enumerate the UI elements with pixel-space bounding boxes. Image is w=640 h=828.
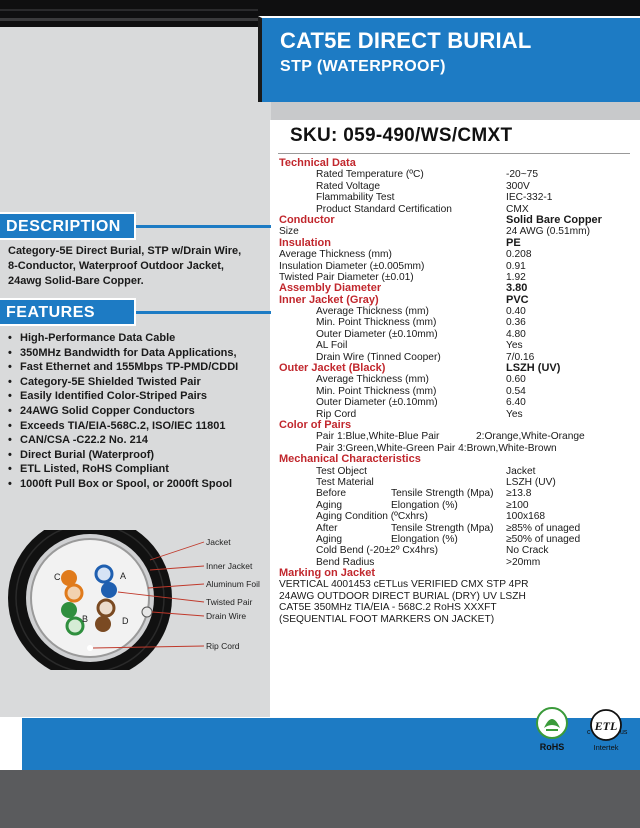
- spec-row: [279, 374, 634, 385]
- features-list: [8, 331, 270, 492]
- features-heading-rule: [136, 311, 271, 314]
- marking-line: CAT5E 350MHz TIA/EIA - 568C.2 RoHS XXXFT: [279, 602, 497, 614]
- conductor-white-orange: [66, 585, 82, 601]
- description-line: Category-5E Direct Burial, STP w/Drain Wire,: [8, 245, 242, 257]
- spec-value: 0.208: [506, 249, 532, 261]
- section-outer-jacket: Outer Jacket (Black) LSZH (UV): [279, 362, 561, 375]
- conductor-green: [61, 602, 77, 618]
- section-color-of-pairs: Color of Pairs: [279, 418, 352, 431]
- feature-item: • 350MHz Bandwidth for Data Applications,: [8, 346, 270, 361]
- spec-row: [279, 466, 634, 477]
- spec-row: [279, 340, 634, 351]
- spec-row: [279, 317, 634, 328]
- conductor-white-brown: [98, 600, 114, 616]
- feature-item: • 24AWG Solid Copper Conductors: [8, 404, 270, 419]
- spec-label: Average Thickness (mm): [279, 249, 392, 261]
- spec-row: [279, 500, 634, 511]
- label-inner-jacket: Inner Jacket: [206, 561, 253, 571]
- inner-jacket-rows: [279, 306, 634, 363]
- label-aluminum-foil: Aluminum Foil: [206, 579, 260, 589]
- section-inner-jacket: Inner Jacket (Gray) PVC: [279, 293, 529, 306]
- footer-gray-bar: [0, 770, 640, 828]
- spec-sublabel: Elongation (%): [391, 533, 458, 545]
- spec-value: 300V: [506, 180, 530, 192]
- spec-label: Aging: [316, 499, 343, 511]
- spec-value: LSZH (UV): [506, 476, 556, 488]
- feature-item: • Direct Burial (Waterproof): [8, 448, 270, 463]
- spec-value: 100x168: [506, 511, 546, 523]
- label-rip-cord: Rip Cord: [206, 641, 240, 651]
- features-heading: FEATURES: [0, 298, 136, 326]
- description-text: [8, 244, 270, 289]
- spec-label: Average Thickness (mm): [316, 374, 429, 386]
- rohs-logo: [532, 706, 572, 754]
- spec-row: [279, 169, 634, 180]
- spec-row: [279, 534, 634, 545]
- drain-wire: [142, 607, 152, 617]
- spec-row: [279, 329, 634, 340]
- spec-value: Yes: [506, 408, 523, 420]
- spec-value: ≥13.8: [506, 488, 532, 500]
- description-line: 8-Conductor, Waterproof Outdoor Jacket,: [8, 260, 224, 272]
- spec-value: No Crack: [506, 545, 549, 557]
- page-title: CAT5E DIRECT BURIAL: [280, 28, 532, 53]
- spec-value: Jacket: [506, 465, 536, 477]
- marking-line: VERTICAL 4001453 cETLus VERIFIED CMX STP 4PR: [279, 579, 529, 591]
- label-twisted-pair: Twisted Pair: [206, 597, 253, 607]
- feature-item: • High-Performance Data Cable: [8, 331, 270, 346]
- etl-intertek: Intertek: [593, 743, 619, 752]
- sku-divider: [278, 153, 630, 154]
- spec-value: 7/0.16: [506, 351, 535, 363]
- spec-label: Drain Wire (Tinned Cooper): [316, 351, 441, 363]
- section-conductor: Conductor Solid Bare Copper: [279, 213, 602, 226]
- spec-label: Min. Point Thickness (mm): [316, 385, 437, 397]
- spec-label: Test Object: [316, 465, 367, 477]
- spec-row: [279, 545, 634, 556]
- spec-value: 1.92: [506, 271, 526, 283]
- section-insulation: Insulation PE: [279, 236, 521, 249]
- spec-label: Average Thickness (mm): [316, 306, 429, 318]
- spec-label: Bend Radius: [316, 556, 375, 568]
- label-drain-wire: Drain Wire: [206, 611, 247, 621]
- spec-label: Rated Voltage: [316, 180, 381, 192]
- header-block: [258, 16, 640, 102]
- pair-letter-b: B: [82, 614, 89, 624]
- spec-row: [279, 261, 634, 272]
- section-technical-data: Technical Data: [279, 157, 356, 169]
- spec-row: [279, 386, 634, 397]
- spec-row: [279, 523, 634, 534]
- pair-letter-c: C: [54, 572, 61, 582]
- conductor-brown: [95, 616, 111, 632]
- spec-value: -20~75: [506, 169, 539, 181]
- etl-logo: [582, 706, 630, 754]
- cable-cross-section: [0, 530, 271, 670]
- marking-line: (SEQUENTIAL FOOT MARKERS ON JACKET): [279, 613, 495, 625]
- header-shadow-band: [271, 100, 640, 122]
- spec-label: Aging: [316, 533, 343, 545]
- spec-value: ≥50% of unaged: [506, 533, 581, 545]
- pair-letter-a: A: [120, 571, 127, 581]
- spec-value: ≥85% of unaged: [506, 522, 581, 534]
- spec-label: Outer Diameter (±0.10mm): [316, 397, 438, 409]
- label-jacket: Jacket: [206, 537, 231, 547]
- spec-value: IEC-332-1: [506, 192, 553, 204]
- spec-row: [279, 306, 634, 317]
- spec-label: AL Foil: [316, 340, 348, 352]
- spec-row: [279, 488, 634, 499]
- spec-value: CMX: [506, 203, 529, 215]
- pair-letter-d: D: [122, 616, 129, 626]
- conductor-white-blue: [96, 566, 112, 582]
- spec-label: Aging Condition (ºCxhrs): [316, 511, 428, 523]
- spec-row: [279, 397, 634, 408]
- feature-item: • 1000ft Pull Box or Spool, or 2000ft Spool: [8, 477, 270, 492]
- section-assembly-diameter: Assembly Diameter 3.80: [279, 282, 528, 295]
- spec-row: [279, 192, 634, 203]
- feature-item: • Easily Identified Color-Striped Pairs: [8, 389, 270, 404]
- top-bar-stripe: [0, 9, 258, 11]
- pairs-line: Pair 3:Green,White-Green Pair 4:Brown,White-Brown: [316, 442, 557, 454]
- feature-item: • Exceeds TIA/EIA-568C.2, ISO/IEC 11801: [8, 419, 270, 434]
- spec-row: [279, 511, 634, 522]
- feature-item: • Fast Ethernet and 155Mbps TP-PMD/CDDI: [8, 360, 270, 375]
- spec-table: [279, 158, 634, 625]
- spec-row: Size 24 AWG (0.51mm): [279, 226, 590, 238]
- feature-item: • CAN/CSA -C22.2 No. 214: [8, 433, 270, 448]
- spec-value: Yes: [506, 340, 523, 352]
- spec-label: Insulation Diameter (±0.005mm): [279, 260, 425, 272]
- pairs-line: Pair 1:Blue,White-Blue Pair 2:Orange,White-Orange: [316, 431, 585, 443]
- spec-label: Before: [316, 488, 347, 500]
- insulation-rows: [279, 249, 634, 283]
- etl-us: us: [620, 729, 628, 736]
- section-marking: Marking on Jacket: [279, 567, 375, 580]
- sku-label: SKU: 059-490/WS/CMXT: [290, 125, 513, 146]
- spec-label: Rip Cord: [316, 408, 357, 420]
- spec-value: 0.54: [506, 385, 526, 397]
- page-subtitle: STP (WATERPROOF): [280, 58, 446, 75]
- technical-rows: [279, 169, 634, 215]
- mechanical-rows: [279, 466, 634, 569]
- description-heading: DESCRIPTION: [0, 212, 136, 240]
- spec-value: 0.91: [506, 260, 526, 272]
- section-mechanical: Mechanical Characteristics: [279, 453, 421, 466]
- description-heading-rule: [136, 225, 271, 228]
- spec-label: Cold Bend (-20±2º Cx4hrs): [316, 545, 438, 557]
- etl-mark: ETL: [594, 719, 618, 733]
- spec-label: Test Material: [316, 476, 374, 488]
- spec-row: [279, 249, 634, 260]
- spec-row: [279, 477, 634, 488]
- marking-line: 24AWG OUTDOOR DIRECT BURIAL (DRY) UV LSZH: [279, 590, 526, 602]
- spec-label: Product Standard Certification: [316, 203, 452, 215]
- spec-sublabel: Tensile Strength (Mpa): [391, 522, 494, 534]
- spec-value: 0.60: [506, 374, 526, 386]
- spec-value: 0.40: [506, 306, 526, 318]
- feature-item: • ETL Listed, RoHS Compliant: [8, 462, 270, 477]
- rohs-text: RoHS: [539, 742, 565, 752]
- spec-label: Flammability Test: [316, 192, 395, 204]
- spec-sublabel: Elongation (%): [391, 499, 458, 511]
- description-line: 24awg Solid-Bare Copper.: [8, 275, 144, 287]
- conductor-white-green: [67, 618, 83, 634]
- spec-value: >20mm: [506, 556, 541, 568]
- spec-value: ≥100: [506, 499, 529, 511]
- aluminum-foil: [31, 539, 149, 657]
- top-bar-stripe: [0, 18, 258, 21]
- feature-item: • Category-5E Shielded Twisted Pair: [8, 375, 270, 390]
- outer-jacket-rows: [279, 374, 634, 420]
- spec-value: 0.36: [506, 317, 526, 329]
- spec-sublabel: Tensile Strength (Mpa): [391, 488, 494, 500]
- conductor-blue: [101, 582, 117, 598]
- rip-cord: [87, 645, 93, 651]
- spec-label: After: [316, 522, 338, 534]
- spec-label: Rated Temperature (ºC): [316, 169, 424, 181]
- spec-value: 6.40: [506, 397, 526, 409]
- spec-label: Min. Point Thickness (mm): [316, 317, 437, 329]
- spec-label: Outer Diameter (±0.10mm): [316, 328, 438, 340]
- spec-label: Twisted Pair Diameter (±0.01): [279, 271, 414, 283]
- spec-row: [279, 181, 634, 192]
- spec-value: 4.80: [506, 328, 526, 340]
- etl-c: c: [587, 729, 591, 736]
